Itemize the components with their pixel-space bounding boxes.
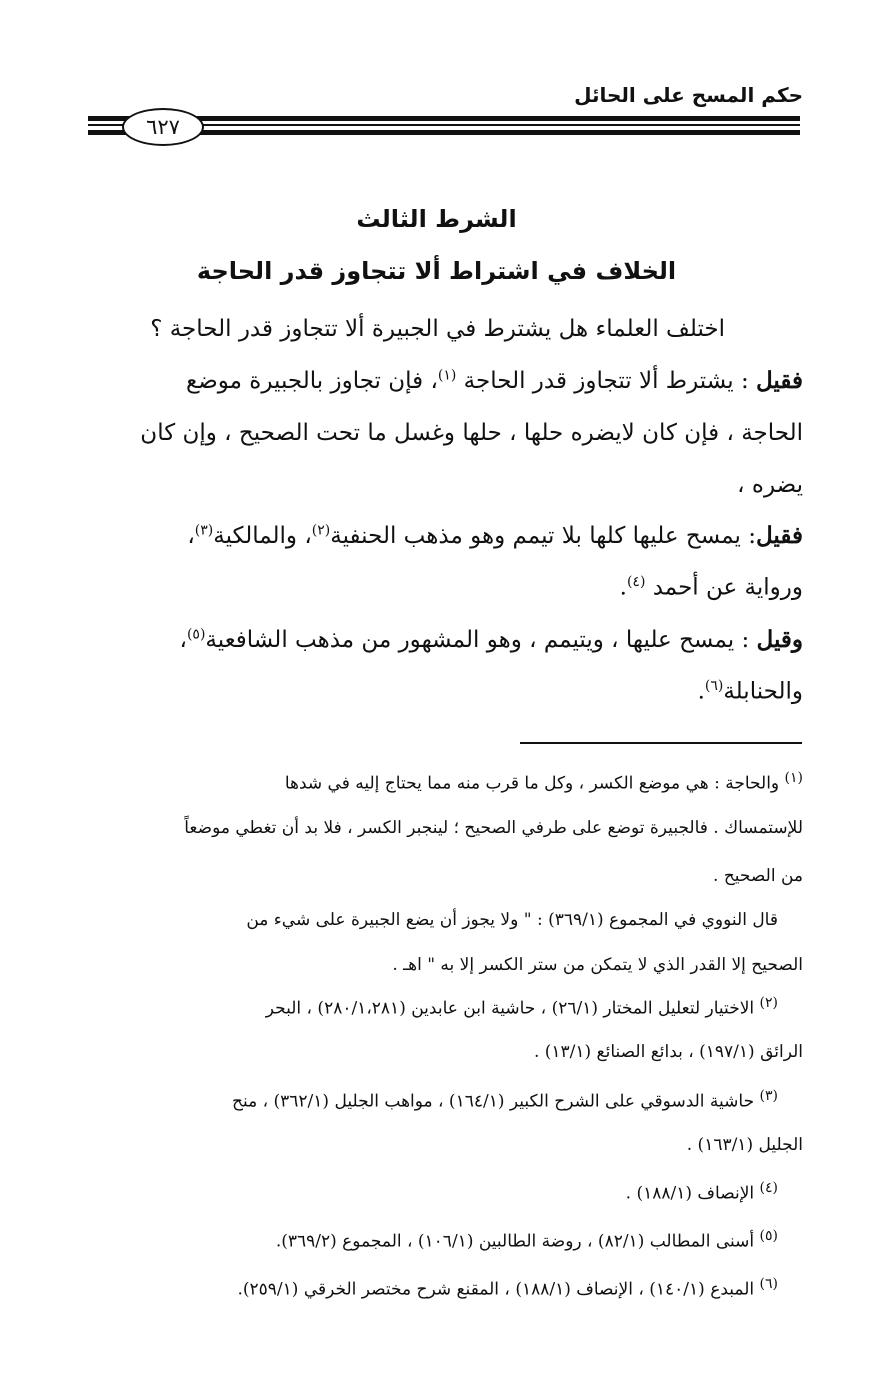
footnote-6 xyxy=(237,1276,778,1300)
running-title: حكم المسح على الحائل xyxy=(574,83,803,107)
section-subheading: الخلاف في اشتراط ألا تتجاوز قدر الحاجة xyxy=(196,257,677,285)
paragraph-1-line-2: الحاجة ، فإن كان لايضره حلها ، حلها وغسل ما تحت الصحيح ، وإن كان xyxy=(140,420,803,446)
footnote-1-line-3: من الصحيح . xyxy=(713,866,803,886)
footnote-3-text-a: حاشية الدسوقي على الشرح الكبير (١٦٤/١) ، مواهب الجليل (٣٦٢/١) ، منح xyxy=(232,1091,760,1112)
paragraph-1-line-3: يضره ، xyxy=(737,472,803,498)
paragraph-1-text-b: ، فإن تجاوز بالجبيرة موضع xyxy=(186,368,438,394)
footnote-ref-1[interactable]: (١) xyxy=(437,367,457,384)
footnote-1-quote-line-1: قال النووي في المجموع (٣٦٩/١) : " ولا يجوز أن يضع الجبيرة على شيء من xyxy=(246,910,778,930)
footnote-1-line-1 xyxy=(285,770,803,794)
footnote-4-text: الإنصاف (١٨٨/١) . xyxy=(625,1183,760,1204)
footnote-3-line-1 xyxy=(232,1088,778,1112)
section-heading: الشرط الثالث xyxy=(356,205,517,233)
paragraph-2-text-a: : يمسح عليها كلها بلا تيمم وهو مذهب الحنفية xyxy=(330,523,756,549)
footnote-1-text-a: والحاجة : هي موضع الكسر ، وكل ما قرب منه مما يحتاج إليه في شدها xyxy=(284,773,785,794)
intro-line: اختلف العلماء هل يشترط في الجبيرة ألا تتجاوز قدر الحاجة ؟ xyxy=(150,316,725,342)
footnote-6-text: المبدع (١٤٠/١) ، الإنصاف (١٨٨/١) ، المقنع شرح مختصر الخرقي (٢٥٩/١). xyxy=(237,1279,760,1300)
footnote-5-text: أسنى المطالب (٨٢/١) ، روضة الطالبين (١٠٦/١) ، المجموع (٣٦٩/٢). xyxy=(275,1231,760,1252)
footnote-ref-5[interactable]: (٥) xyxy=(186,626,206,643)
paragraph-3-text-c: والحنابلة xyxy=(723,678,803,705)
paragraph-1-text-a: : يشترط ألا تتجاوز قدر الحاجة xyxy=(456,368,756,394)
footnote-2-number: (٢) xyxy=(759,995,778,1011)
footnote-1-line-2: للإستمساك . فالجبيرة توضع على طرفي الصحيح ؛ لينجبر الكسر ، فلا بد أن تغطي موضعاً xyxy=(184,818,803,838)
page-number-badge xyxy=(122,108,204,146)
paragraph-3-text-d: . xyxy=(697,678,705,705)
paragraph-2-text-e: . xyxy=(619,574,627,601)
footnote-ref-3[interactable]: (٣) xyxy=(194,522,214,539)
footnote-ref-2[interactable]: (٢) xyxy=(311,522,331,539)
paragraph-3-line-1 xyxy=(180,626,803,655)
footnote-5 xyxy=(276,1228,778,1252)
paragraph-3-line-2 xyxy=(698,678,803,706)
footnote-ref-6[interactable]: (٦) xyxy=(704,678,724,694)
paragraph-3-lead: وقيل xyxy=(756,626,803,653)
paragraph-3-text-b: ، xyxy=(179,627,187,653)
footnote-ref-4[interactable]: (٤) xyxy=(626,574,646,590)
paragraph-1-lead: فقيل xyxy=(756,367,803,394)
footnote-6-number: (٦) xyxy=(759,1276,778,1292)
footnote-2-line-1 xyxy=(266,995,778,1019)
footnote-4 xyxy=(626,1180,778,1204)
paragraph-1-line-1 xyxy=(186,367,803,396)
footnote-separator xyxy=(520,742,802,744)
paragraph-2-text-c: ، xyxy=(187,523,195,549)
paragraph-2-line-1 xyxy=(187,522,803,551)
footnote-5-number: (٥) xyxy=(759,1228,778,1244)
paragraph-2-lead: فقيل xyxy=(756,522,803,549)
footnote-1-number: (١) xyxy=(784,770,803,786)
paragraph-2-text-d: ورواية عن أحمد xyxy=(645,574,803,601)
paragraph-2-text-b: ، والمالكية xyxy=(213,523,312,549)
page-number: ٦٢٧ xyxy=(146,115,180,139)
paragraph-2-line-2 xyxy=(620,574,803,602)
footnote-3-number: (٣) xyxy=(759,1088,778,1104)
paragraph-3-text-a: : يمسح عليها ، ويتيمم ، وهو المشهور من مذهب الشافعية xyxy=(205,627,757,653)
footnote-1-quote-line-2: الصحيح إلا القدر الذي لا يتمكن من ستر الكسر إلا به " اهـ . xyxy=(392,955,803,975)
footnote-4-number: (٤) xyxy=(759,1180,778,1196)
footnote-2-line-2: الرائق (١٩٧/١) ، بدائع الصنائع (١٣/١) . xyxy=(533,1042,803,1062)
footnote-2-text-a: الاختيار لتعليل المختار (٢٦/١) ، حاشية ابن عابدين (٢٨٠/١،٢٨١) ، البحر xyxy=(265,998,760,1019)
footnote-3-line-2: الجليل (١٦٣/١) . xyxy=(686,1135,803,1155)
